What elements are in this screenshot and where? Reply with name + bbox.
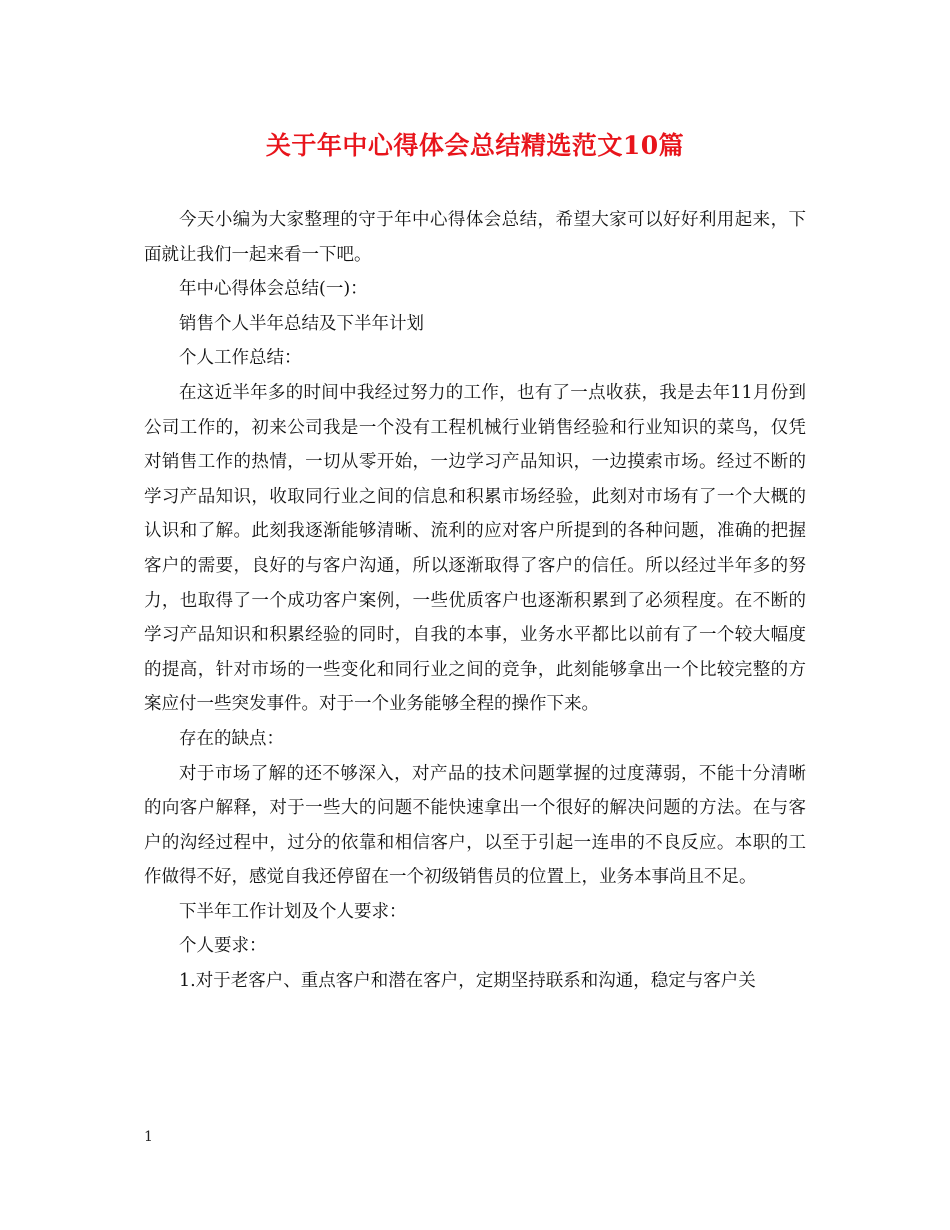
paragraph-section-heading: 年中心得体会总结(一)：: [179, 279, 368, 300]
paragraph-intro: 今天小编为大家整理的守于年中心得体会总结，希望大家可以好好利用起来，下面就让我们一起来看一下吧。: [144, 210, 806, 265]
document-title: 关于年中心得体会总结精选范文10篇: [265, 131, 685, 160]
paragraph-shortcomings: 对于市场了解的还不够深入，对产品的技术问题掌握的过度薄弱，不能十分清晰的向客户解释，对于一些大的问题不能快速拿出一个很好的解决问题的方法。在与客户的沟经过程中，过分的依靠和相信客户，以至于引起一连串的不良反应。本职的工作做得不好，感觉自我还停留在一个初级销售员的位置上，业务本事尚且不足。: [144, 763, 806, 888]
document-body: [144, 203, 806, 999]
paragraph-requirement-1: 1.对于老客户、重点客户和潜在客户，定期坚持联系和沟通，稳定与客户关: [179, 971, 756, 992]
page-number: 1: [144, 1129, 153, 1145]
paragraph-work-summary-heading: 个人工作总结：: [179, 348, 302, 369]
paragraph-subtitle: 销售个人半年总结及下半年计划: [179, 313, 424, 334]
paragraph-plan-heading: 下半年工作计划及个人要求：: [179, 901, 407, 922]
paragraph-work-summary: 在这近半年多的时间中我经过努力的工作，也有了一点收获，我是去年11月份到公司工作的，初来公司我是一个没有工程机械行业销售经验和行业知识的菜鸟，仅凭对销售工作的热情，一切从零开始，一边学习产品知识，一边摸索市场。经过不断的学习产品知识，收取同行业之间的信息和积累市场经验，此刻对市场有了一个大概的认识和了解。此刻我逐渐能够清晰、流利的应对客户所提到的各种问题，准确的把握客户的需要，良好的与客户沟通，所以逐渐取得了客户的信任。所以经过半年多的努力，也取得了一个成功客户案例，一些优质客户也逐渐积累到了必须程度。在不断的学习产品知识和积累经验的同时，自我的本事，业务水平都比以前有了一个较大幅度的提高，针对市场的一些变化和同行业之间的竞争，此刻能够拿出一个比较完整的方案应付一些突发事件。对于一个业务能够全程的操作下来。: [144, 382, 806, 715]
paragraph-shortcomings-heading: 存在的缺点：: [179, 728, 284, 749]
paragraph-requirements-heading: 个人要求：: [179, 936, 267, 957]
